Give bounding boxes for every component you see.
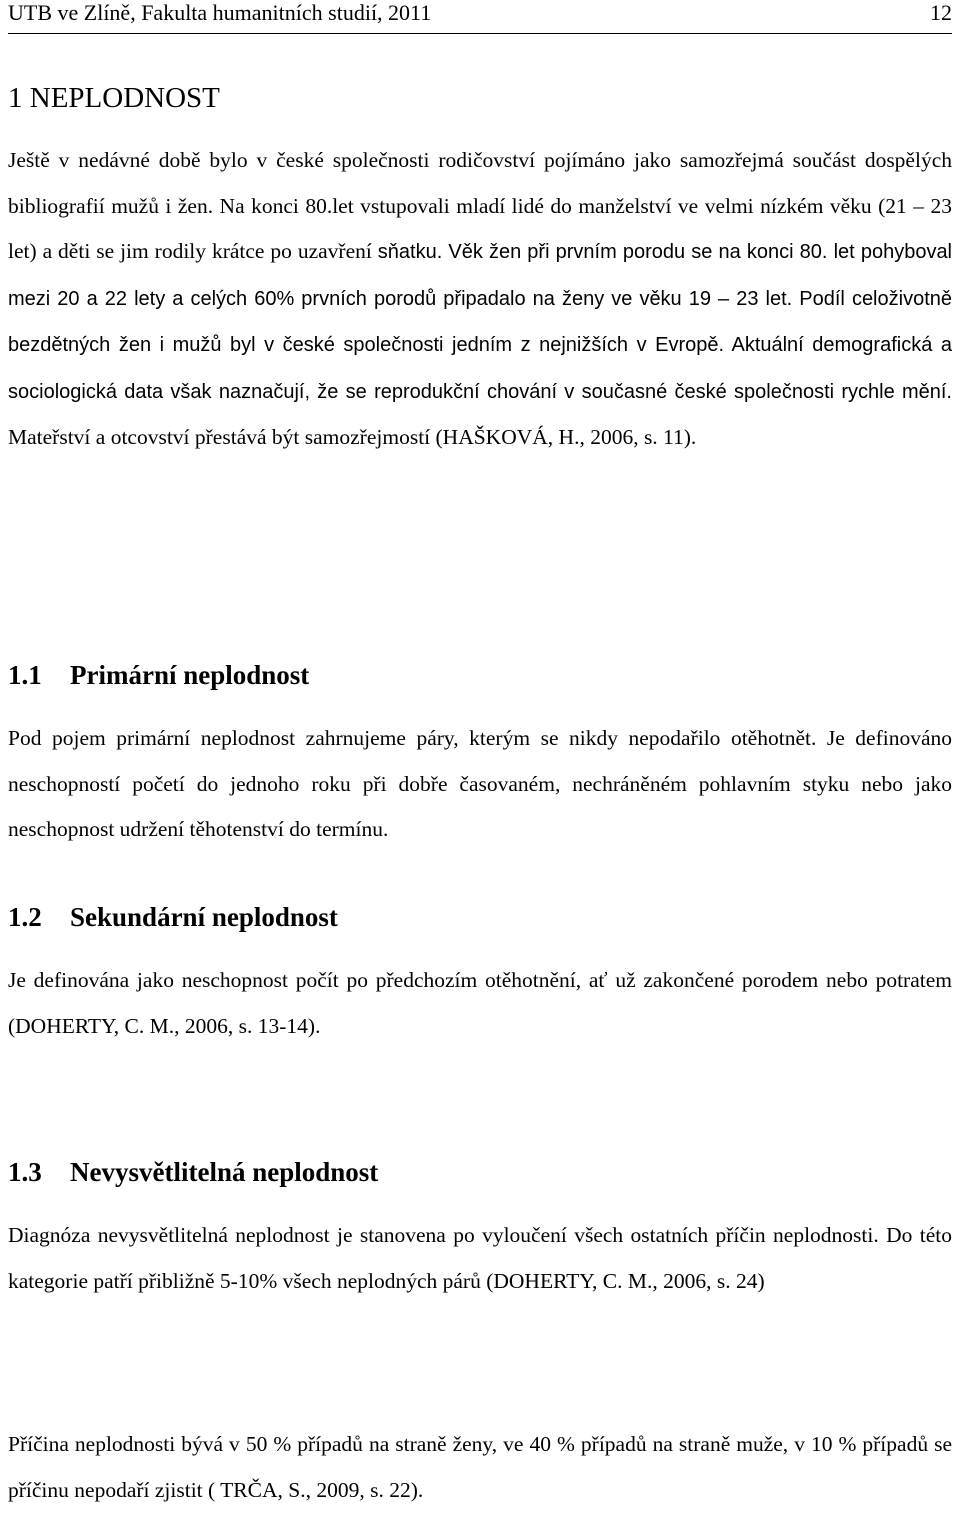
section-paragraph-primary: Pod pojem primární neplodnost zahrnujeme páry, kterým se nikdy nepodařilo otěhotnět. Je definováno neschopností početí do jednoho roku při dobře časovaném, nechráněném pohlavním styku nebo jako neschopnost udržení těhotenství do termínu. [8,726,952,841]
section-heading-unexplained [8,1155,952,1189]
chapter-paragraph [8,138,952,461]
section-title: Sekundární neplodnost [70,902,338,932]
page-header [8,0,952,28]
section-heading-secondary [8,900,952,934]
closing-paragraph: Příčina neplodnosti bývá v 50 % případů na straně ženy, ve 40 % případů na straně muže, v 10 % případů se příčinu nepodaří zjistit ( TRČA, S., 2009, s. 22). [8,1432,952,1502]
section-title: Primární neplodnost [70,660,310,690]
chapter-paragraph-part1: Ještě v nedávné době bylo v české společnosti rodičovství pojímáno jako samozřejmá součást dospělých bibliografií mužů i žen. Na konci 80.let vstupovali mladí lidé do manželství ve velmi nízkém věku (21 – 23 let) a děti se jim rodily krátce po uzavření [8,148,952,263]
chapter-paragraph-part3: Mateřství a otcovství přestává být samozřejmostí (HAŠKOVÁ, H., 2006, s. 11). [8,425,697,449]
header-divider [8,33,952,34]
section-paragraph-secondary: Je definována jako neschopnost počít po předchozím otěhotnění, ať už zakončené porodem nebo potratem (DOHERTY, C. M., 2006, s. 13-14). [8,968,952,1038]
section-paragraph-unexplained: Diagnóza nevysvětlitelná neplodnost je stanovena po vyloučení všech ostatních příčin neplodnosti. Do této kategorie patří přibližně 5-10% všech neplodných párů (DOHERTY, C. M., 2006, s. 24) [8,1223,952,1293]
section-heading-primary [8,658,952,692]
section-title: Nevysvětlitelná neplodnost [70,1157,379,1187]
section-number: 1.3 [8,1157,42,1187]
chapter-heading: 1 NEPLODNOST [8,82,220,114]
section-number: 1.2 [8,902,42,932]
chapter-paragraph-part2: sňatku. Věk žen při prvním porodu se na konci 80. let pohyboval mezi 20 a 22 lety a celých 60% prvních porodů připadalo na ženy ve věku 19 – 23 let. Podíl celoživotně bezdětných žen i mužů byl v české společnosti jedním z nejnižších v Evropě. Aktuální demografická a sociologická data však naznačují, že se reprodukční chování v současné české společnosti rychle mění. [8,241,953,403]
header-title: UTB ve Zlíně, Fakulta humanitních studií, 2011 [8,0,432,25]
section-number: 1.1 [8,660,42,690]
page-number: 12 [930,0,952,25]
